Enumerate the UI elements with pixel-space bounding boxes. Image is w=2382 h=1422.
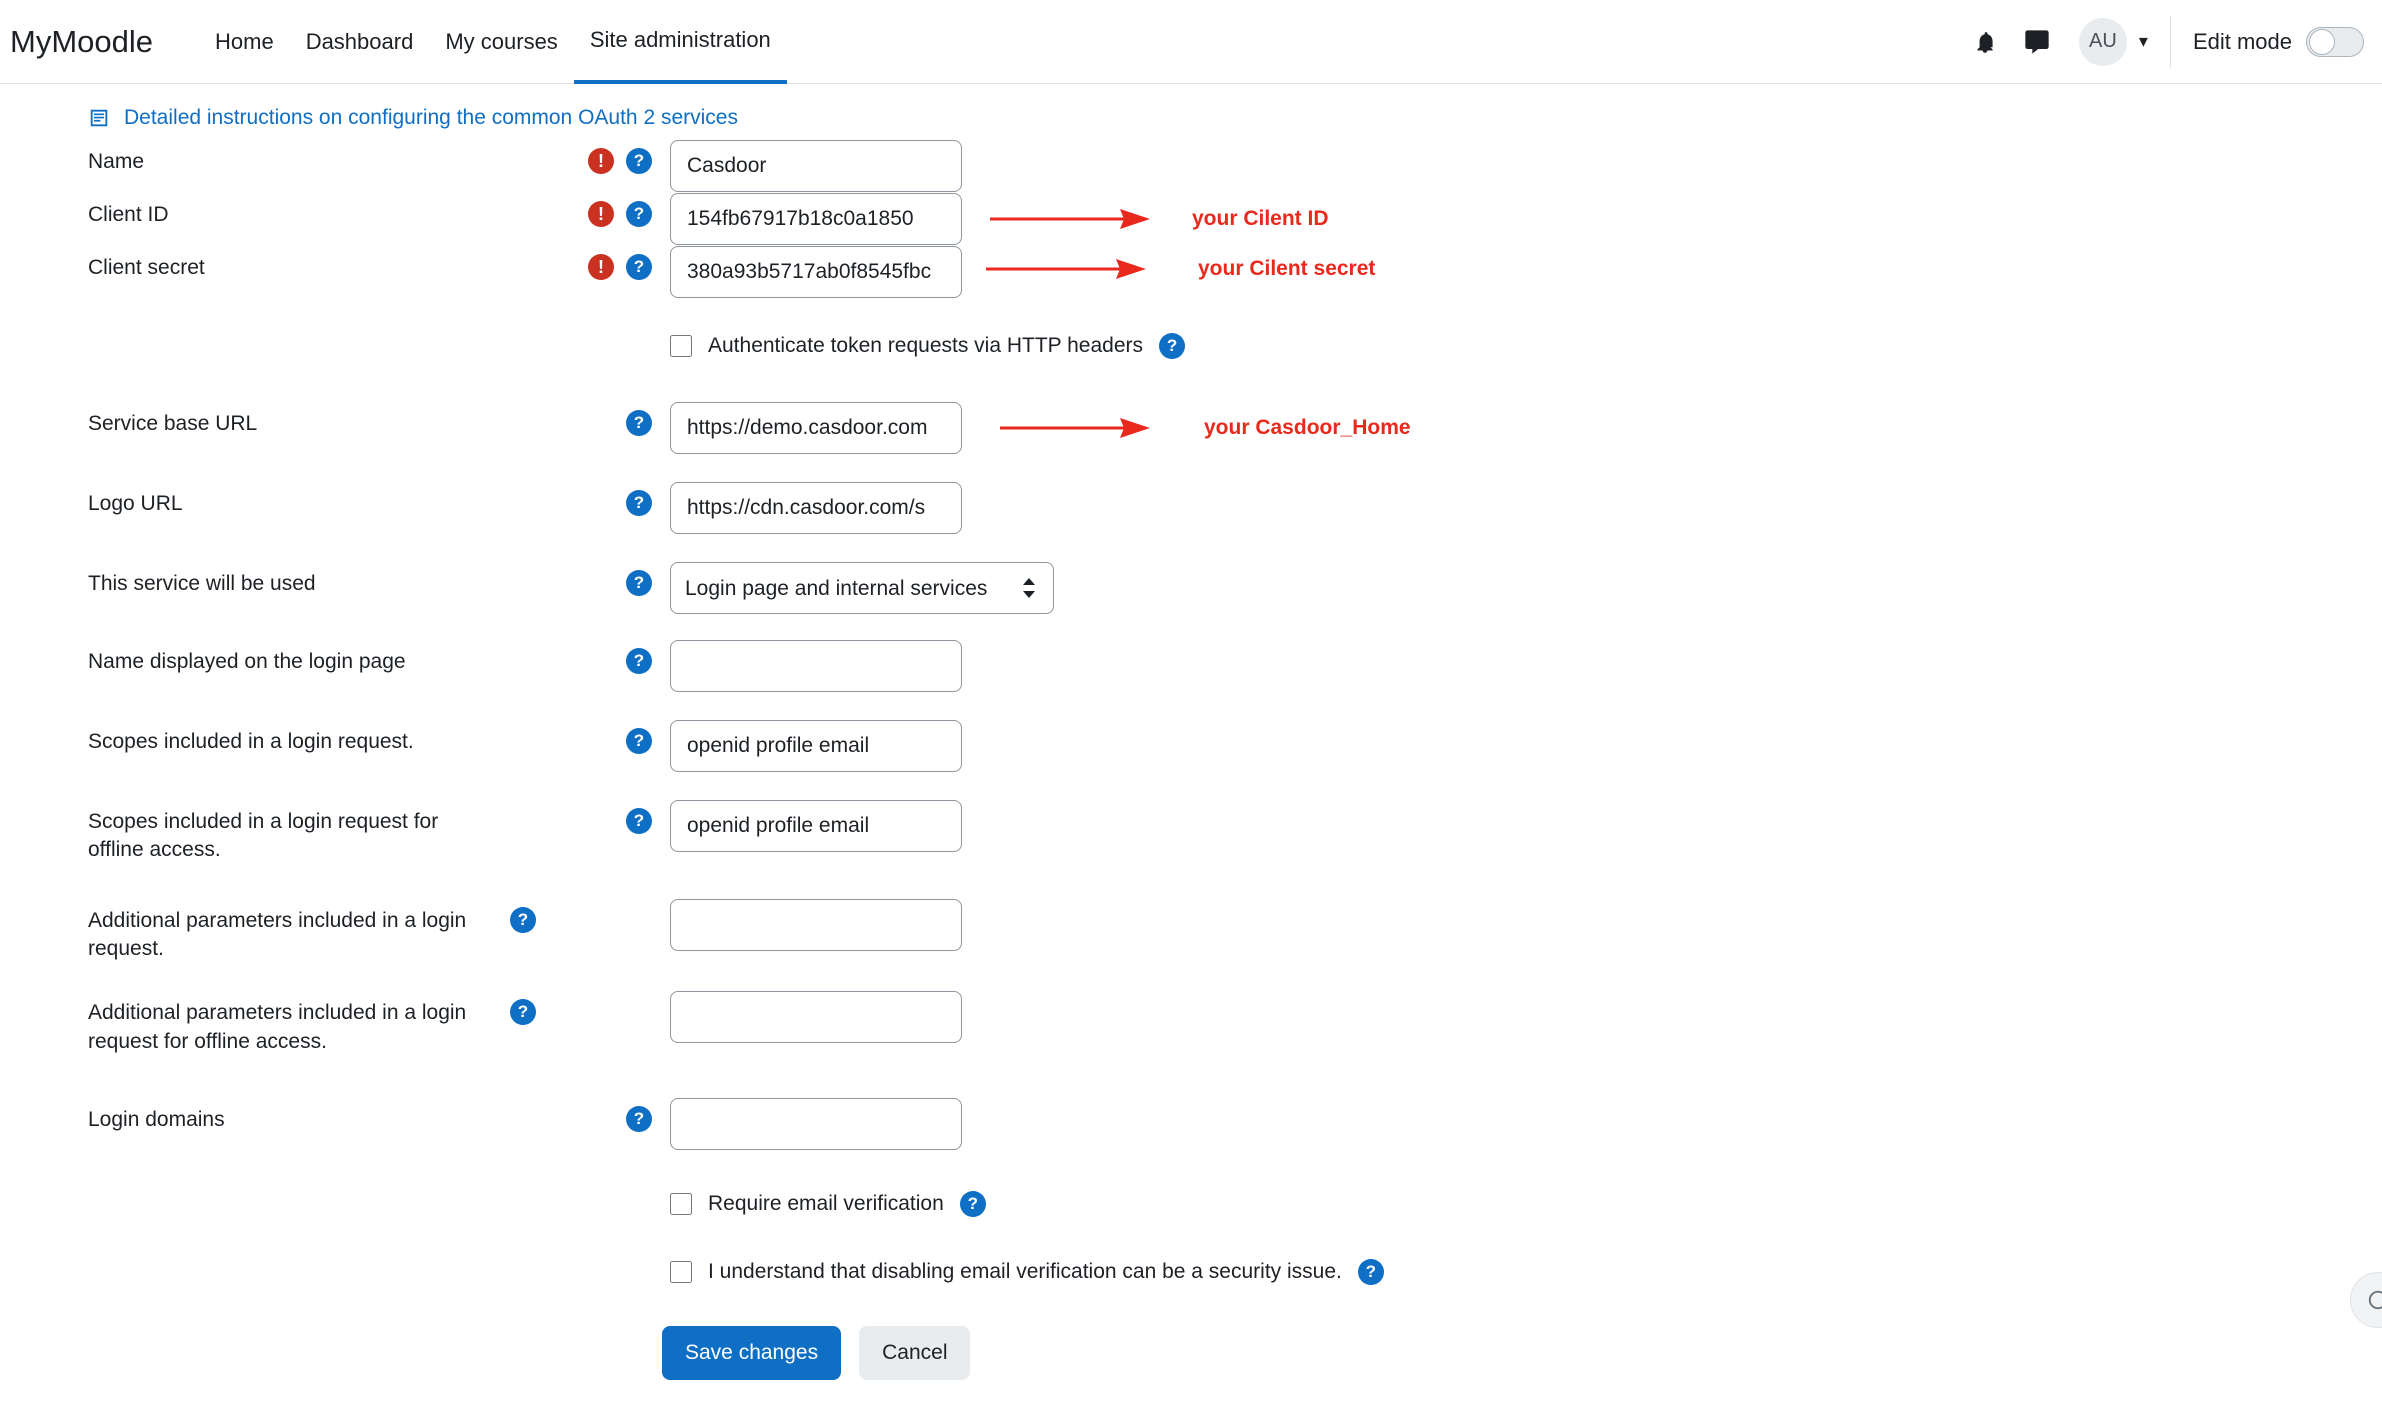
icons-service-base-url xyxy=(560,402,670,436)
help-icon[interactable]: ? xyxy=(626,410,652,436)
form-actions xyxy=(0,1326,2382,1380)
primary-nav xyxy=(199,0,787,84)
client-id-input[interactable] xyxy=(670,193,962,245)
required-icon: ! xyxy=(588,148,614,174)
nav-item-my-courses[interactable]: My courses xyxy=(445,28,558,54)
label-logo-url: Logo URL xyxy=(88,492,183,515)
client-secret-input[interactable] xyxy=(670,246,962,298)
help-icon[interactable]: ? xyxy=(1358,1259,1384,1285)
additional-params-input[interactable] xyxy=(670,899,962,951)
label-service-base-url: Service base URL xyxy=(88,412,258,435)
field-service-usage xyxy=(670,562,2382,614)
form-row-name xyxy=(0,140,2382,192)
field-scopes xyxy=(670,720,2382,772)
oauth2-instructions-link[interactable]: Detailed instructions on configuring the common OAuth 2 services xyxy=(124,106,738,129)
annotation-text: your Cilent ID xyxy=(1192,207,1329,230)
field-logo-url xyxy=(670,482,2382,534)
require-email-verification-checkbox[interactable] xyxy=(670,1193,692,1215)
form-row-login-domains xyxy=(0,1098,2382,1150)
icons-additional-params xyxy=(502,899,670,933)
help-icon[interactable]: ? xyxy=(626,201,652,227)
field-login-page-name xyxy=(670,640,2382,692)
http-headers-checkbox-row xyxy=(0,320,2382,372)
icons-scopes-offline xyxy=(470,800,670,834)
cancel-button[interactable]: Cancel xyxy=(859,1326,970,1380)
label-scopes: Scopes included in a login request. xyxy=(88,730,414,753)
label-client-secret: Client secret xyxy=(88,256,205,279)
icons-login-domains xyxy=(560,1098,670,1132)
bell-icon[interactable] xyxy=(1959,16,2011,68)
form-row-service-base-url xyxy=(0,402,2382,454)
field-login-domains xyxy=(670,1098,2382,1150)
page-content xyxy=(0,84,2382,1380)
form-row-additional-params-offline xyxy=(0,991,2382,1056)
annotation-service-base-url xyxy=(1000,415,1411,441)
http-headers-label: Authenticate token requests via HTTP headers xyxy=(708,334,1144,357)
required-icon: ! xyxy=(588,201,614,227)
help-icon[interactable]: ? xyxy=(626,570,652,596)
field-scopes-offline xyxy=(670,800,2382,852)
help-icon[interactable]: ? xyxy=(510,999,536,1025)
document-icon xyxy=(88,107,110,129)
form-row-service-usage xyxy=(0,562,2382,614)
help-icon[interactable]: ? xyxy=(626,808,652,834)
help-icon[interactable]: ? xyxy=(626,1106,652,1132)
form-row-logo-url xyxy=(0,482,2382,534)
label-service-usage: This service will be used xyxy=(88,572,316,595)
edit-mode-control[interactable] xyxy=(2193,27,2364,57)
logo-url-input[interactable] xyxy=(670,482,962,534)
message-icon[interactable] xyxy=(2011,16,2063,68)
icons-client-id xyxy=(560,193,670,227)
form-row-client-id xyxy=(0,193,2382,245)
save-changes-button[interactable]: Save changes xyxy=(662,1326,841,1380)
service-usage-select-wrap xyxy=(670,562,1054,614)
form-row-scopes xyxy=(0,720,2382,772)
disable-email-verification-row xyxy=(0,1246,2382,1298)
edit-mode-label: Edit mode xyxy=(2192,28,2292,54)
label-scopes-offline: Scopes included in a login request for offline access. xyxy=(88,810,439,862)
label-additional-params-offline: Additional parameters included in a login request for offline access. xyxy=(88,1001,467,1053)
top-navbar xyxy=(0,0,2382,84)
service-base-url-input[interactable] xyxy=(670,402,962,454)
help-icon[interactable]: ? xyxy=(626,254,652,280)
icons-additional-params-offline xyxy=(502,991,670,1025)
help-icon[interactable]: ? xyxy=(626,648,652,674)
field-additional-params xyxy=(670,899,2382,951)
label-login-page-name: Name displayed on the login page xyxy=(88,650,406,673)
annotation-client-id xyxy=(990,206,1329,232)
icons-logo-url xyxy=(560,482,670,516)
icons-name xyxy=(560,140,670,174)
require-email-verification-label: Require email verification xyxy=(708,1192,944,1216)
site-brand[interactable]: MyMoodle xyxy=(10,23,153,59)
name-input[interactable] xyxy=(670,140,962,192)
required-icon: ! xyxy=(588,254,614,280)
navbar-right-actions xyxy=(1959,0,2382,84)
label-login-domains: Login domains xyxy=(88,1108,225,1132)
help-icon[interactable]: ? xyxy=(1159,333,1185,359)
require-email-verification-row xyxy=(0,1178,2382,1230)
form-row-client-secret xyxy=(0,246,2382,298)
label-name: Name xyxy=(88,150,145,173)
toggle-knob xyxy=(2309,29,2335,55)
field-additional-params-offline xyxy=(670,991,2382,1043)
field-name xyxy=(670,140,2382,192)
nav-item-dashboard[interactable]: Dashboard xyxy=(305,28,414,54)
label-additional-params: Additional parameters included in a login request. xyxy=(88,908,467,961)
oauth2-service-form xyxy=(0,140,2382,1380)
field-client-id xyxy=(670,193,2382,245)
chevron-down-icon[interactable]: ▾ xyxy=(2138,31,2148,51)
login-page-name-input[interactable] xyxy=(670,640,962,692)
additional-params-offline-input[interactable] xyxy=(670,991,962,1043)
form-row-login-page-name xyxy=(0,640,2382,692)
annotation-text: your Cilent secret xyxy=(1198,257,1376,280)
edit-mode-toggle[interactable] xyxy=(2306,27,2364,57)
scopes-offline-input[interactable] xyxy=(670,800,962,852)
nav-item-home[interactable]: Home xyxy=(215,28,274,54)
instructions-row xyxy=(0,84,2382,140)
disable-email-verification-checkbox[interactable] xyxy=(670,1261,692,1283)
annotation-client-secret xyxy=(986,256,1375,282)
scopes-input[interactable] xyxy=(670,720,962,772)
help-icon[interactable]: ? xyxy=(510,907,536,933)
http-headers-checkbox[interactable] xyxy=(670,335,692,357)
navbar-divider xyxy=(2170,16,2171,68)
icons-service-usage xyxy=(560,562,670,596)
field-service-base-url xyxy=(670,402,2382,454)
help-icon[interactable]: ? xyxy=(626,148,652,174)
avatar[interactable]: AU xyxy=(2079,18,2127,66)
icons-scopes xyxy=(560,720,670,754)
label-client-id: Client ID xyxy=(88,203,169,226)
icons-login-page-name xyxy=(560,640,670,674)
nav-item-site-administration[interactable]: Site administration xyxy=(574,0,787,84)
field-client-secret xyxy=(670,246,2382,298)
help-icon[interactable]: ? xyxy=(626,728,652,754)
service-usage-select[interactable] xyxy=(670,562,1054,614)
help-icon[interactable]: ? xyxy=(626,490,652,516)
login-domains-input[interactable] xyxy=(670,1098,962,1150)
form-row-additional-params xyxy=(0,899,2382,964)
form-row-scopes-offline xyxy=(0,800,2382,865)
help-icon[interactable]: ? xyxy=(960,1191,986,1217)
icons-client-secret xyxy=(560,246,670,280)
annotation-text: your Casdoor_Home xyxy=(1204,416,1411,439)
disable-email-verification-label: I understand that disabling email verification can be a security issue. xyxy=(708,1260,1342,1284)
